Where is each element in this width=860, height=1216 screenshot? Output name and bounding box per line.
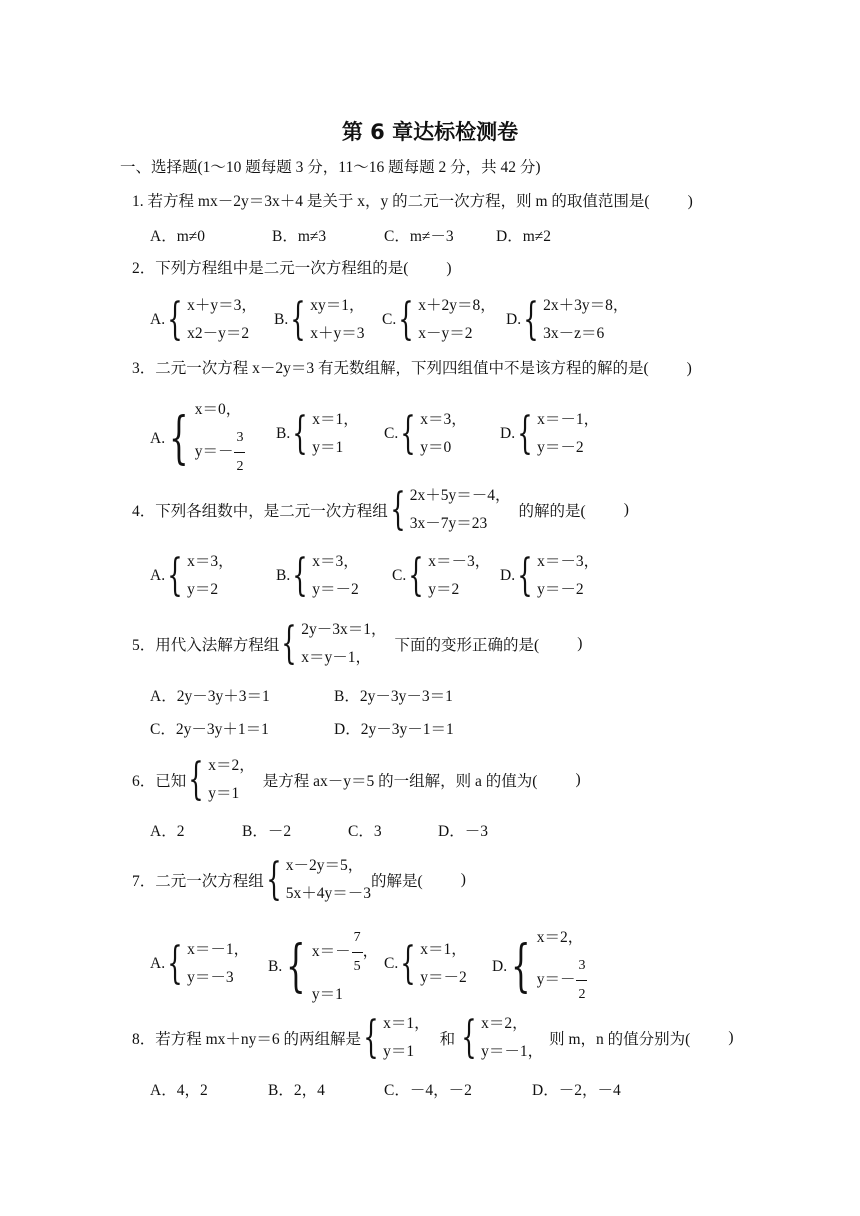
question-1-option-b: B．m≠3: [272, 228, 327, 245]
question-5-option-c: C．2y－3y＋1＝1: [150, 721, 269, 738]
question-6-option-c: C．3: [348, 823, 382, 840]
question-2-option-c: C. { x＋2y＝8， x－y＝2: [382, 294, 496, 345]
question-7-option-a: A. { x＝－1， y＝－3: [150, 938, 250, 989]
question-6-option-a: A．2: [150, 823, 185, 840]
question-1-option-d: D．m≠2: [496, 228, 552, 245]
question-4-stem: 4．下列各组数中，是二元一次方程组 { 2x＋5y＝－4， 3x－7y＝23 的解的是( ): [132, 484, 629, 535]
question-1-option-c: C．m≠－3: [384, 228, 454, 245]
question-6-stem: 6．已知 { x＝2， y＝1 是方程 ax－y＝5 的一组解，则 a 的值为( ): [132, 754, 581, 805]
question-7-stem: 7．二元一次方程组 { x－2y＝5， 5x＋4y＝－3 的解是( ): [132, 854, 466, 905]
section-heading: 一、选择题(1～10 题每题 3 分，11～16 题每题 2 分，共 42 分): [120, 159, 541, 176]
question-4-option-b: B. { x＝3， y＝－2: [276, 550, 359, 601]
question-2-option-d: D. { 2x＋3y＝8， 3x－z＝6: [506, 294, 629, 345]
question-1-option-a: A．m≠0: [150, 228, 206, 245]
question-6-option-d: D．－3: [438, 823, 488, 840]
question-8-stem: 8．若方程 mx＋ny＝6 的两组解是 { x＝1， y＝1 和 { x＝2， y＝－1， 则 m，n 的值分别为( ): [132, 1012, 734, 1063]
question-3-option-c: C. { x＝3， y＝0: [384, 408, 467, 459]
question-2-option-a: A. { x＋y＝3， x2－y＝2: [150, 294, 257, 345]
question-8-option-b: B．2，4: [268, 1082, 325, 1099]
question-5-stem: 5．用代入法解方程组 { 2y－3x＝1， x＝y－1， 下面的变形正确的是( ): [132, 618, 583, 669]
question-5-option-a: A．2y－3y＋3＝1: [150, 688, 270, 705]
question-7-option-d: D. { x＝2， y＝－ $\frac{3}{2}$: [492, 929, 586, 1002]
question-5-option-b: B．2y－3y－3＝1: [334, 688, 453, 705]
question-3-option-b: B. { x＝1， y＝1: [276, 408, 359, 459]
question-4-option-d: D. { x＝－3， y＝－2: [500, 550, 600, 601]
question-7-option-b: B. { x＝－ $\frac{7}{5}$ ， y＝1: [268, 924, 378, 1009]
question-8-option-a: A．4，2: [150, 1082, 208, 1099]
question-3-option-a: A. { x＝0， y＝－ $\frac{3}{2}$: [150, 401, 244, 474]
question-2-option-b: B. { xy＝1， x＋y＝3: [274, 294, 365, 345]
question-3-stem: 3．二元一次方程 x－2y＝3 有无数组解，下列四组值中不是该方程的解的是( ): [132, 360, 692, 377]
question-3-option-d: D. { x＝－1， y＝－2: [500, 408, 600, 459]
question-4-option-c: C. { x＝－3， y＝2: [392, 550, 491, 601]
question-1-stem: 1. 若方程 mx－2y＝3x＋4 是关于 x，y 的二元一次方程，则 m 的取值范围是( ): [132, 193, 693, 210]
question-2-stem: 2．下列方程组中是二元一次方程组的是( ): [132, 260, 452, 277]
question-6-option-b: B．－2: [242, 823, 292, 840]
page-title: 第 6 章达标检测卷: [341, 120, 519, 144]
question-4-option-a: A. { x＝3， y＝2: [150, 550, 234, 601]
question-8-option-c: C．－4，－2: [384, 1082, 472, 1099]
question-5-option-d: D．2y－3y－1＝1: [334, 721, 454, 738]
question-7-option-c: C. { x＝1， y＝－2: [384, 938, 467, 989]
question-8-option-d: D．－2，－4: [532, 1082, 621, 1099]
